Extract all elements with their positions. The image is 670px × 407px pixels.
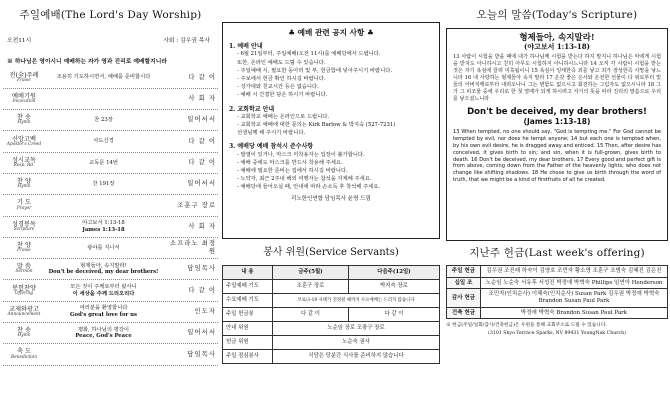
worship-item-label: 찬 송 [17,327,31,335]
servants-assignee: 코로나-19 사태가 진정될 때까지 수요예배는 드리지 않습니다 [273,294,440,308]
worship-item-label: 교제와광고 [9,305,39,313]
servants-assignee: 노순숙 권사 [273,336,440,350]
worship-item-leader: 일어서서 [187,115,216,124]
worship-item-content [43,327,164,340]
worship-item-label: 예배기원 [12,92,36,100]
servants-assignee-next-week: 박지숙 장로 [348,280,439,294]
notice-item: - 주일예배 시, 필요한 동아리 및 부, 헌금함에 넣어주시기 바랍니다. [237,67,393,74]
servants-row [223,280,440,294]
offering-row [447,266,668,278]
worship-order-row [3,344,218,365]
notice-item: - 발열이 있거나, 마스크 미착용자는 입장이 불가합니다. [237,151,365,158]
worship-order-row [3,131,218,152]
middle-column [222,0,440,407]
servants-row [223,336,440,350]
worship-item-content [43,220,164,233]
servants-header-row [223,266,440,280]
offering-names: 김우권 조진래 하숙이 김영호 조민자 황소영 조훈구 조범숙 김혜진 김은진 [481,266,668,278]
servants-header-cell: 금주(5월) [273,266,349,280]
scripture-english-reference: (James 1:13-18) [523,116,591,126]
worship-item-content [43,305,164,318]
worship-item-content [43,138,164,145]
notice-box [222,22,440,239]
offering-category: 주일 헌금 [447,266,481,278]
offering-names: 박정애 박혁숙 Brandon Susan Paul Park [481,307,668,319]
notice-section-heading: 2. 교회학교 안내 [229,105,275,113]
worship-item-content [43,245,164,252]
worship-item-english: Invocation [12,99,36,105]
servants-role: 수요예배 기도 [223,294,273,308]
worship-item-english: Praise [17,77,31,83]
notice-item: - 교회학교 예배는 온라인으로 드립니다. [237,113,330,120]
worship-item-detail: 찬 191장 [92,180,115,187]
worship-item-content [43,74,164,81]
worship-item-english: Apostle's Creed [6,141,42,147]
worship-order-row [3,238,218,259]
worship-item-content [43,160,164,167]
servants-assignee-this-week: 조훈구 장로 [273,280,349,294]
offering-title: 지난주 헌금(Last week's offering) [469,246,645,259]
notice-sections [229,43,433,191]
worship-item-name [5,306,43,318]
worship-item-name [5,93,43,105]
worship-item-leader: 인도자 [194,307,216,316]
worship-item-content [43,117,164,124]
servants-assignee-this-week: 다 같 이 [273,308,349,322]
servants-row [223,350,440,364]
worship-item-leader: 담임목사 [187,349,216,358]
worship-item-english: Sermon [15,269,33,275]
worship-order-row [3,323,218,344]
notice-item: - 6월 21일부터, 주일예배(오전 11시)를 예배당에서 드립니다. [237,51,381,58]
worship-item-leader: 조훈구 장로 [177,200,216,209]
servants-role: 안내 위원 [223,322,273,336]
worship-item-name [5,114,43,126]
worship-item-label: 기 도 [17,199,31,207]
worship-order-row [3,89,218,110]
worship-item-leader: 일어서서 [187,328,216,337]
worship-item-detail: 사도신경 [93,138,114,145]
servants-assignee: 노순임 장로 조광구 장로 [273,322,440,336]
worship-item-detail: 여러분을 환영합니다 [79,305,128,312]
worship-order-row [3,259,218,280]
worship-item-english: Scripture [13,226,35,232]
notice-footer: 리노한인연합 담임목사 윤명 드림 [291,195,371,202]
offering-category: 십일 조 [447,277,481,289]
scripture-korean-text: 13 사람이 시험을 받을 때에 내가 하나님께 시험을 받는다 하지 말지니 하나님은 악에게 시험을 받지도 아니하시고 친히 아무도 시험하지 아니하시느니라 14 오직 각 사람이 시험을 받는 것은 자기 욕심에 끌려 미혹됨이니 15 욕심이 잉태한즉 죄를 낳고 죄가 장성한즉 사망을 낳느니라 16 내 사랑하는 형제들아 속지 말라 17 온갖 좋은 은사와 온전한 선물이 다 위로부터 빛들의 아버지께로부터 내려오나니 그는 변함도 없으시고 회전하는 그림자도 없으시니라 18 그가 그 피조물 중에 우리로 한 첫 열매가 되게 하시려고 자기의 뜻을 따라 진리의 말씀으로 우리를 낳으셨느니라 [453,54,661,102]
notice-item: 선생님께 해 주시기 바랍니다. [237,130,306,137]
worship-item-detail: 형제들아, 속지말라! [80,262,127,269]
worship-item-detail: 조용히 기도하시면서, 예배를 준비합시다 [56,74,151,81]
notice-item: - 주보에서 헌금 확인 하시길 바랍니다. [237,75,326,82]
worship-item-label: 봉헌찬양 [12,284,36,292]
scripture-column [446,0,668,407]
notice-item: - 예배 중에도 마스크를 반드시 착용해 주세요. [237,159,343,166]
offering-row [447,307,668,319]
worship-item-label: 찬 양 [17,178,31,186]
worship-time: 오전11시 [7,37,32,44]
worship-order-row [3,153,218,174]
worship-item-leader: 소프라노 최정원 [169,239,216,256]
servants-row [223,308,440,322]
offering-category: 건축 헌금 [447,307,481,319]
worship-item-content [43,284,164,297]
worship-item-name [5,157,43,169]
worship-item-detail: 찬 23장 [94,116,113,123]
worship-presider: 사회 : 김우권 목사 [163,37,210,44]
worship-item-english: Hymn [17,120,31,126]
worship-item-label: 성경봉독 [12,220,36,228]
worship-item-english: Offering [14,290,34,296]
worship-order-row [3,302,218,323]
notice-item: - 교회학교 예배에 대한 문의는 Kirk Barlow & 박지숙 (527-7231) [237,121,396,128]
worship-item-name [5,221,43,233]
notice-section-heading: 3. 예배당 예배 참석시 준수사항 [229,143,314,151]
worship-item-label: 신앙고백 [12,135,36,143]
servants-role: 주일 점심봉사 [223,350,273,364]
worship-item-name [5,263,43,275]
servants-role: 주일 헌금봉 [223,308,273,322]
worship-item-detail: 광야를 지나서 [87,244,120,251]
worship-order-row [3,110,218,131]
scripture-title: 오늘의 말씀(Today's Scripture) [476,9,638,21]
scripture-english-text: 13 When tempted, no one should say, "God is tempting me." For God cannot be tempted by evil, nor does he tempt anyone; 14 but each one is tempted when, by his own evil desire, he is dragged away and enticed. 15 Then, after desire has conceived, it gives birth to sin; and sin, when it is full-grown, gives birth to death. 16 Don't be deceived, my dear brothers. 17 Every good and perfect gift is from above, coming down from the Father of the heavenly lights, who does not change like shifting shadows. 18 He chose to give us birth through the word of truth, that we might be a kind of firstfruits of all he created. [453,128,661,184]
worship-order-row [3,174,218,195]
worship-item-detail: 모든 것이 주께로부터 왔사니 [70,284,137,290]
worship-item-label: 말 씀 [17,263,31,271]
servants-row [223,294,440,308]
notice-item: - 예배 시 간결한 담은 하시기 바랍니다. [237,92,328,99]
worship-item-name [5,327,43,339]
notice-item: 또한, 온라인 예배도 드릴 수 있습니다. [237,59,326,66]
servants-table [222,265,440,364]
worship-item-label: 성시교독 [12,156,36,164]
worship-item-english: Hymn [17,184,31,190]
worship-item-name [5,72,43,84]
worship-order-row [3,280,218,301]
servants-role: 헌금 위원 [223,336,273,350]
worship-item-name [5,136,43,148]
scripture-korean-reference: (야고보서 1:13-18) [524,41,590,51]
offering-names: 조민자(인치순사) 이혜숙(인치순사) Susan Park 김우권 박정애 박혁숙 Brandon Susan Paul Park [481,289,668,307]
worship-order-row [3,68,218,89]
worship-item-leader: 다 같 이 [188,72,216,81]
worship-item-english: Resp. Rd. [13,162,35,168]
worship-motto: ※ 하나님은 영이시니 예배하는 자가 영과 진리로 예배할지니라 [7,58,167,65]
worship-item-leader: 사 회 자 [188,94,216,103]
worship-column [3,0,218,407]
worship-item-name [5,199,43,211]
worship-item-name [5,242,43,254]
worship-order-list [3,68,218,366]
offering-names: 노순임 노순숙 서유후 서성진 박정애 박혁숙 Phillips 임연아 Henderson [481,277,668,289]
offering-table [446,265,668,319]
notice-item: - 노약자, 최근 2주내 해외 여행자는 참석을 자제해 주세요. [237,176,372,183]
worship-item-leader: 다 같 이 [188,136,216,145]
scripture-english-title: Don't be deceived, my dear brothers! [467,106,647,117]
worship-title: 주일예배(The Lord's Day Worship) [19,9,202,21]
worship-item-english: Hymn [17,333,31,339]
servants-title: 봉사 위원(Service Servants) [263,247,399,258]
notice-section-heading: 1. 예배 안내 [229,43,263,51]
worship-item-name [5,178,43,190]
worship-item-english: Announcement [7,312,41,317]
worship-item-detail-english: James 1:13-18 [82,226,125,233]
worship-item-detail: 교독문 14번 [89,159,118,166]
notice-title: ♣ 예배 관련 공지 사항 ♣ [288,28,374,37]
offering-row [447,289,668,307]
worship-item-leader: 일어서서 [187,179,216,188]
worship-item-english: Prayer [16,205,32,211]
church-address: (3101 Skyo Terrace Sparks, NV 89431 YoungNak Church) [488,330,626,336]
scripture-box [446,28,668,241]
notice-item: - 성가대와 친교시간 등은 없습니다. [237,84,319,91]
worship-item-detail: 평화, 하나님의 평강이 [77,326,130,333]
worship-item-label: 축 도 [17,348,31,356]
offering-category: 감사 헌금 [447,289,481,307]
worship-order-row [3,217,218,238]
servants-header-cell: 내 용 [223,266,273,280]
worship-header [7,38,210,45]
worship-item-name [5,285,43,297]
notice-item: - 예배에 필요한 준비는 집에서 하시길 바랍니다. [237,167,348,174]
worship-item-leader: 담임목사 [187,264,216,273]
offering-body [447,266,668,319]
worship-item-english: Benediction [11,354,37,360]
worship-item-detail-english: Peace, God's Peace [75,333,132,340]
worship-item-detail: 야고보서 1:13-18 [82,220,125,227]
worship-item-detail-english: Don't be deceived, my dear brothers! [48,269,159,276]
scripture-korean-title: 형제들아, 속지말라! [519,32,595,43]
worship-item-name [5,348,43,360]
servants-assignee: 식당은 당분간 식사를 준비하지 않습니다 [273,350,440,364]
worship-item-english: Praise [17,248,31,254]
worship-item-leader: 사 회 자 [188,221,216,230]
notice-item: - 예배당에 들어오실 때, 안내에 따라 손소독 후 착석해 주세요. [237,184,381,191]
worship-item-label: 찬 송 [17,114,31,122]
offering-note: ※ 헌금(주일/일회/감사/건축헌금)은 우편을 통해 교회주소로 드릴 수 있습니다. [446,323,607,329]
servants-role: 주일예배 기도 [223,280,273,294]
servants-row [223,322,440,336]
servants-header-cell: 다음주(12일) [348,266,439,280]
worship-item-detail-english: God's great love for us [70,311,137,318]
servants-assignee-next-week: 다 같 이 [348,308,439,322]
servants-body [223,280,440,364]
worship-order-row [3,195,218,216]
worship-item-detail-english: 이 세상을 주께 드리오리다 [72,290,135,297]
worship-item-leader: 다 같 이 [188,285,216,294]
worship-item-leader: 다 같 이 [188,157,216,166]
worship-item-content [43,181,164,188]
worship-item-label: 전(全)주례 [9,71,39,79]
worship-item-label: 찬 양 [17,241,31,249]
worship-item-content [43,263,164,276]
offering-row [447,277,668,289]
